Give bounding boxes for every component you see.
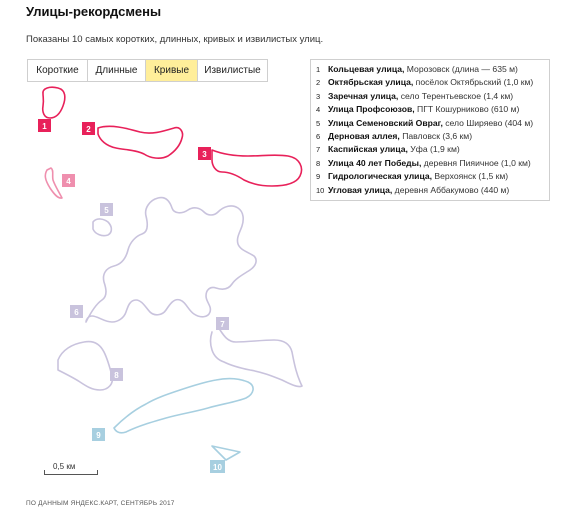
legend-street-name: Заречная улица,: [328, 90, 399, 101]
legend-number: 6: [316, 132, 321, 142]
legend-street-name: Улица 40 лет Победы,: [328, 157, 422, 168]
marker-label: 3: [202, 150, 207, 159]
street-shape-8[interactable]: [58, 341, 112, 390]
street-marker-7[interactable]: [216, 317, 229, 330]
legend-number: 2: [316, 78, 321, 88]
tab-winding[interactable]: Извилистые: [204, 65, 261, 76]
legend-place: Павловск (3,6 км): [399, 131, 473, 142]
legend-number: 10: [316, 185, 325, 195]
street-shape-4[interactable]: [45, 168, 62, 198]
marker-label: 5: [104, 206, 109, 215]
legend-number: 4: [316, 105, 321, 115]
street-shape-3[interactable]: [212, 150, 302, 186]
legend-place: Верхоянск (1,5 км): [432, 171, 509, 182]
legend-street-name: Каспийская улица,: [328, 144, 408, 155]
legend-place: деревня Пияичное (1,0 км): [421, 157, 531, 168]
data-source-note: ПО ДАННЫМ ЯНДЕКС.КАРТ, СЕНТЯБРЬ 2017: [26, 500, 175, 507]
tab-long[interactable]: Длинные: [88, 60, 146, 81]
street-marker-3[interactable]: [198, 147, 211, 160]
marker-label: 6: [74, 308, 79, 317]
legend-place: село Терентьевское (1,4 км): [398, 90, 514, 101]
page-title: Улицы-рекордсмены: [26, 4, 162, 19]
legend-place: посёлок Октябрьский (1,0 км): [413, 77, 534, 88]
street-marker-5[interactable]: [100, 203, 113, 216]
street-marker-8[interactable]: [110, 368, 123, 381]
marker-label: 9: [96, 431, 101, 440]
scale-bar: [44, 474, 98, 475]
legend-number: 7: [316, 145, 321, 155]
street-marker-6[interactable]: [70, 305, 83, 318]
street-shape-2[interactable]: [98, 126, 183, 158]
marker-label: 7: [220, 320, 225, 329]
marker-label: 8: [114, 371, 119, 380]
street-marker-9[interactable]: [92, 428, 105, 441]
legend-number: 3: [316, 91, 321, 101]
street-shape-6[interactable]: [86, 198, 256, 322]
marker-label: 4: [66, 177, 71, 186]
legend-street-name: Кольцевая улица,: [328, 64, 405, 74]
street-shape-9[interactable]: [114, 379, 253, 433]
scale-label: 0,5 км: [53, 462, 76, 471]
legend-street-name: Улица Семеновский Овраг,: [328, 117, 443, 128]
legend-place: Морозовск (длина — 635 м): [404, 64, 518, 74]
legend-place: село Ширяево (404 м): [442, 117, 534, 128]
street-shape-10[interactable]: [212, 446, 240, 460]
street-marker-10[interactable]: [210, 460, 225, 473]
legend-place: ПГТ Кошурниково (610 м): [414, 104, 520, 115]
legend-street-name: Улица Профсоюзов,: [328, 104, 415, 115]
legend-street-name: Дерновая аллея,: [328, 131, 400, 142]
marker-label: 1: [42, 122, 47, 131]
page-subtitle: Показаны 10 самых коротких, длинных, кривых и извилистых улиц.: [26, 34, 324, 45]
street-shape-1[interactable]: [43, 87, 65, 118]
tab-curved[interactable]: Кривые: [146, 60, 198, 81]
street-marker-1[interactable]: [38, 119, 51, 132]
legend-number: 8: [316, 158, 321, 168]
street-marker-2[interactable]: [82, 122, 95, 135]
scale-tick-right: [97, 470, 98, 475]
street-shape-5[interactable]: [93, 219, 111, 236]
legend-number: 5: [316, 118, 321, 128]
legend-number: 1: [316, 65, 321, 74]
street-marker-4[interactable]: [62, 174, 75, 187]
marker-label: 10: [213, 463, 222, 472]
legend-street-name: Гидрологическая улица,: [328, 171, 433, 182]
legend-number: 9: [316, 172, 321, 182]
legend-street-name: Октябрьская улица,: [328, 77, 414, 88]
marker-label: 2: [86, 125, 91, 134]
legend-place: Уфа (1,9 км): [407, 144, 460, 155]
legend-street-name: Угловая улица,: [328, 184, 393, 195]
tab-short[interactable]: Короткие: [28, 60, 88, 81]
legend-place: деревня Аббакумово (440 м): [392, 184, 510, 195]
street-markers: [38, 119, 229, 473]
scale-tick-left: [44, 470, 45, 475]
